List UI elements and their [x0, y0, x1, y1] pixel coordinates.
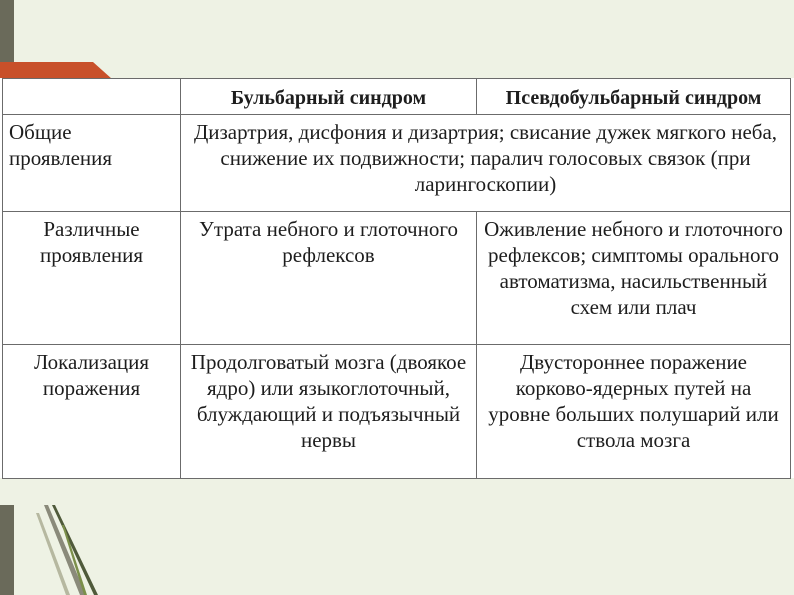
bulbar-localization-cell: Продолговатый мозга (двоякое ядро) или языкоглоточный, блуждающий и подъязычный нервы [181, 345, 477, 479]
decorative-bottom-bar [0, 505, 14, 595]
table-row [3, 212, 791, 345]
row-label-different: Различные проявления [3, 212, 181, 345]
row-label-localization: Локализация поражения [3, 345, 181, 479]
bulbar-different-cell: Утрата небного и глоточного рефлексов [181, 212, 477, 345]
header-empty-cell [3, 79, 181, 115]
decorative-left-bar [0, 0, 14, 63]
header-pseudobulbar: Псевдобульбарный синдром [477, 79, 791, 115]
row-label-common: Общие проявления [3, 115, 181, 212]
pseudobulbar-different-cell: Оживление небного и глоточного рефлексов; симптомы орального автоматизма, насильственный схем или плач [477, 212, 791, 345]
decorative-accent-shape [0, 62, 112, 79]
table-row [3, 345, 791, 479]
header-bulbar: Бульбарный синдром [181, 79, 477, 115]
grass-decoration-icon [22, 505, 112, 595]
common-manifestations-cell: Дизартрия, дисфония и дизартрия; свисание дужек мягкого неба, снижение их подвижности; паралич голосовых связок (при ларингоскопии) [181, 115, 791, 212]
table-header-row [3, 79, 791, 115]
table-row [3, 115, 791, 212]
syndrome-comparison-table [2, 78, 791, 479]
table-image [0, 78, 794, 478]
pseudobulbar-localization-cell: Двустороннее поражение корково-ядерных путей на уровне больших полушарий или ствола мозга [477, 345, 791, 479]
